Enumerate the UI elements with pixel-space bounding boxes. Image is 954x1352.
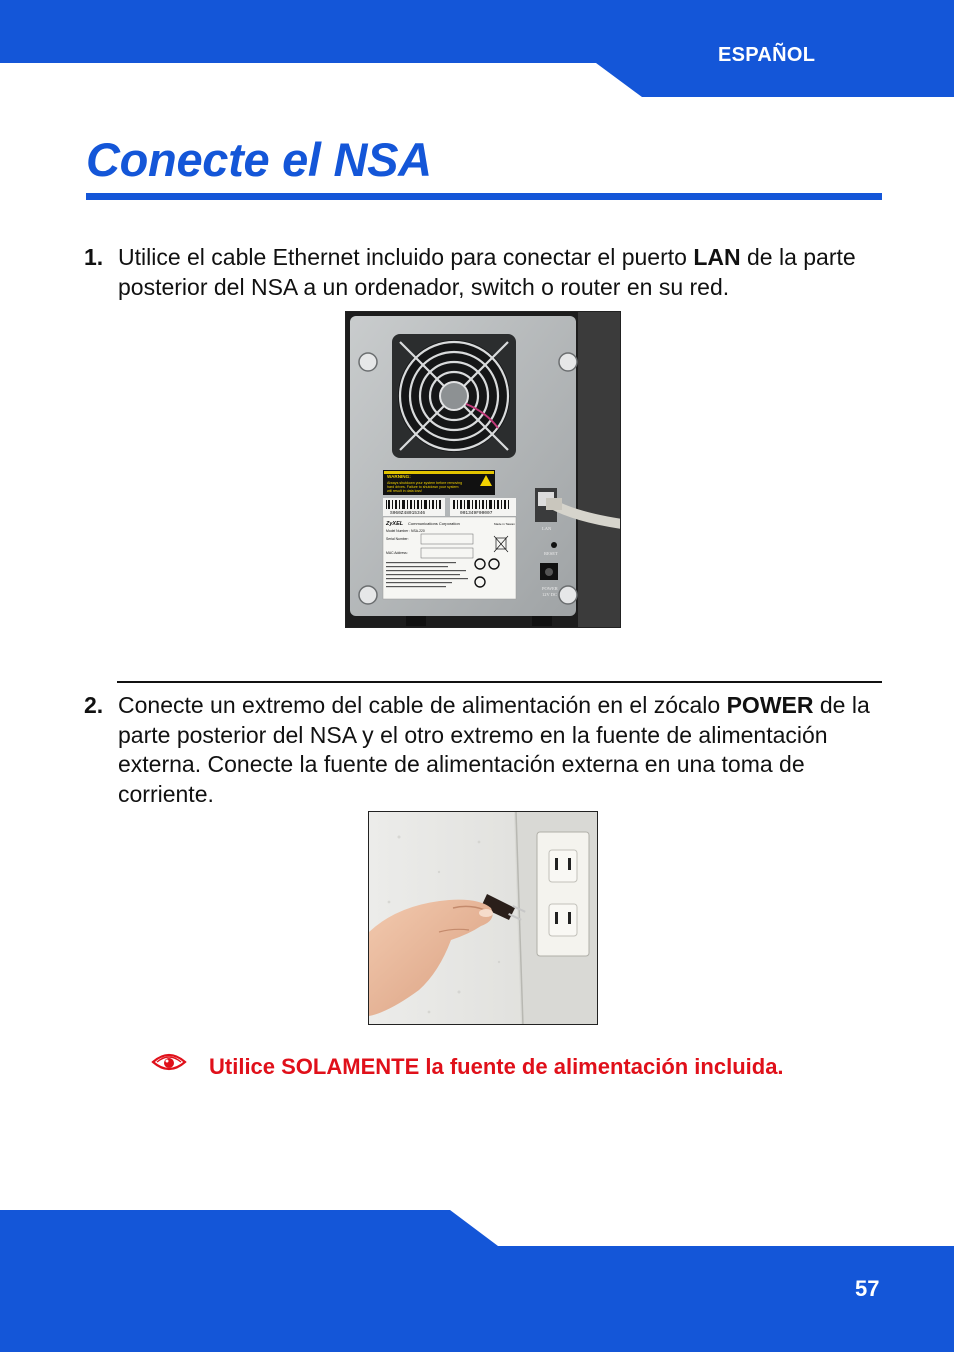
step-1 xyxy=(84,243,884,302)
power-outlet-photo xyxy=(368,811,598,1025)
warning-label-line: Always shutdown your system before removing xyxy=(387,481,463,485)
footer-band xyxy=(0,1210,954,1352)
step-text: Utilice el cable Ethernet incluido para conectar el puerto LAN de la parte posterior del NSA a un ordenador, switch o router en su red. xyxy=(118,244,856,300)
page-number: 57 xyxy=(855,1276,880,1301)
warning-note: Utilice SOLAMENTE la fuente de alimentación incluida. xyxy=(209,1054,784,1079)
page-title: Conecte el NSA xyxy=(86,133,432,186)
warning-label-line: hard drives. Failure to shutdown your system xyxy=(387,485,459,489)
language-label: ESPAÑOL xyxy=(718,44,816,66)
label-model: Model Number : NSA-220 xyxy=(386,529,425,533)
label-mac: MAC Address: xyxy=(386,551,408,555)
step-2 xyxy=(84,691,884,809)
label-serial: Serial Number: xyxy=(386,537,409,541)
section-divider xyxy=(117,681,882,683)
label-brand: ZyXEL xyxy=(386,521,404,527)
port-voltage-label: 12V DC xyxy=(542,592,558,597)
port-power-label: POWER xyxy=(542,586,558,591)
label-made: Made in Taiwan xyxy=(494,522,515,526)
warning-label-title: WARNING: xyxy=(387,474,411,479)
eye-warning-icon xyxy=(151,1050,187,1074)
step-text: Conecte un extremo del cable de alimentación en el zócalo POWER de la parte posterior del NSA y el otro extremo en la fuente de alimentación externa. Conecte la fuente de alimentación externa en una toma de corriente. xyxy=(118,692,870,807)
barcode-text: S060Z48015346 xyxy=(390,511,426,516)
warning-label-line: will result in data loss! xyxy=(387,489,422,493)
port-reset-label: RESET xyxy=(544,551,558,556)
barcode-text: 001349F00007 xyxy=(460,511,493,516)
nsa-rear-panel-photo xyxy=(345,311,621,628)
step-number: 1. xyxy=(84,244,104,270)
port-lan-label: LAN xyxy=(542,526,552,531)
label-company: Communications Corporation xyxy=(408,521,460,526)
title-rule xyxy=(86,193,882,200)
step-number: 2. xyxy=(84,692,104,718)
